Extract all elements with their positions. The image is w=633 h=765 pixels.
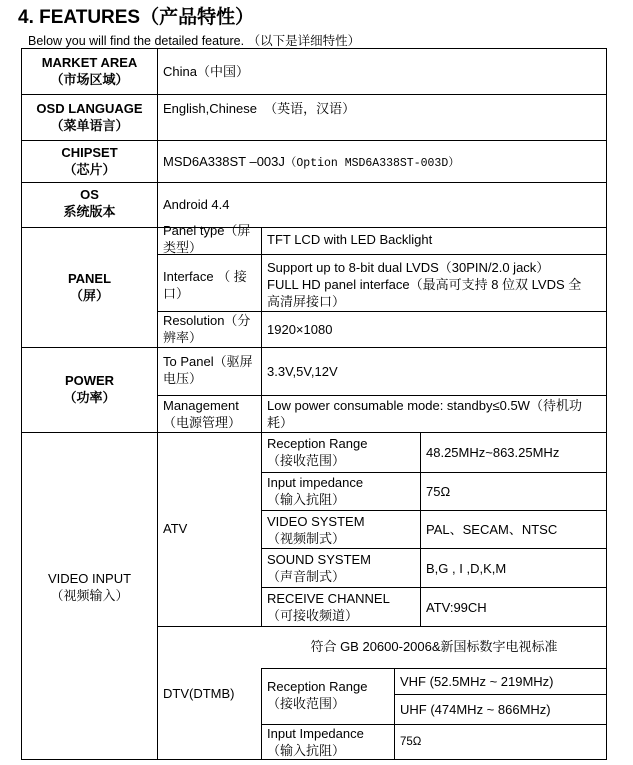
dtv-input-impedance-value: 75Ω	[400, 736, 422, 748]
management-value-1: Low power consumable mode: standby≤0.5W（待机功	[267, 398, 582, 413]
grid-line	[261, 227, 262, 432]
power-label-cn: （功率）	[63, 390, 116, 405]
table-border	[606, 48, 607, 760]
features-table	[21, 48, 607, 760]
grid-line	[261, 548, 607, 549]
resolution-label-cn: 辨率）	[163, 330, 203, 345]
resolution-label: Resolution（分	[163, 313, 251, 328]
atv-reception-range-value: 48.25MHz~863.25MHz	[426, 445, 560, 460]
atv-video-system-value: PAL、SECAM、NTSC	[426, 522, 558, 537]
video-input-label: VIDEO INPUT	[47, 571, 132, 586]
management-label-cn: （电源管理）	[163, 415, 242, 430]
to-panel-label-cn: 电压）	[163, 371, 203, 386]
chipset-label-cn: （芯片）	[63, 162, 116, 177]
atv-input-impedance-value: 75Ω	[426, 484, 451, 499]
grid-line	[261, 668, 262, 760]
atv-receive-channel-value: ATV:99CH	[426, 600, 487, 615]
grid-line	[157, 395, 607, 396]
to-panel-label: To Panel（驱屏	[163, 354, 253, 369]
os-label-cn: 系统版本	[63, 204, 116, 219]
grid-line	[420, 432, 421, 626]
grid-line	[261, 668, 607, 669]
dtv-label: DTV(DTMB)	[163, 686, 235, 701]
table-border	[21, 48, 607, 49]
atv-sound-system-label: SOUND SYSTEM	[267, 552, 372, 567]
grid-line	[261, 587, 607, 588]
atv-receive-channel-label: RECEIVE CHANNEL	[267, 591, 390, 606]
dtv-input-impedance-label: Input Impedance	[267, 726, 364, 741]
atv-reception-range-label-cn: （接收范围）	[267, 453, 346, 468]
atv-sound-system-label-cn: （声音制式）	[267, 569, 346, 584]
interface-label: Interface （ 接	[163, 269, 247, 284]
grid-line	[394, 668, 395, 760]
dtv-reception-range-label: Reception Range	[267, 679, 368, 694]
atv-input-impedance-label: Input impedance	[267, 475, 364, 490]
table-border	[21, 759, 607, 760]
section-subtitle: Below you will find the detailed feature. （以下是详细特性）	[28, 34, 361, 48]
atv-video-system-label: VIDEO SYSTEM	[267, 514, 365, 529]
atv-video-system-label-cn: （视频制式）	[267, 531, 346, 546]
resolution-value: 1920×1080	[267, 322, 333, 337]
management-label: Management	[163, 398, 239, 413]
section-title: 4. FEATURES（产品特性）	[18, 7, 255, 28]
grid-line	[21, 140, 607, 141]
grid-line	[21, 94, 607, 95]
grid-line	[157, 48, 158, 760]
dtv-standard: 符合 GB 20600-2006&新国标数字电视标准	[310, 639, 558, 654]
grid-line	[21, 182, 607, 183]
atv-label: ATV	[163, 521, 188, 536]
market-area-value: China（中国）	[163, 64, 249, 79]
dtv-reception-range-label-cn: （接收范围）	[267, 696, 346, 711]
interface-value-3: 高清屏接口）	[267, 294, 346, 309]
osd-language-label-cn: （菜单语言）	[50, 118, 129, 133]
chipset-label: CHIPSET	[61, 145, 118, 160]
chipset-value: MSD6A338ST –003J（Option MSD6A338ST-003D）	[163, 154, 460, 170]
panel-type-value: TFT LCD with LED Backlight	[267, 232, 433, 247]
grid-line	[21, 227, 607, 228]
video-input-label-cn: （视频输入）	[50, 588, 129, 603]
grid-line	[21, 432, 607, 433]
to-panel-value: 3.3V,5V,12V	[267, 364, 338, 379]
osd-language-value: English,Chinese （英语，汉语）	[163, 101, 356, 116]
interface-label-cn: 口）	[163, 286, 190, 301]
osd-language-label: OSD LANGUAGE	[36, 101, 143, 116]
grid-line	[261, 472, 607, 473]
atv-reception-range-label: Reception Range	[267, 436, 368, 451]
grid-line	[21, 347, 607, 348]
grid-line	[157, 626, 607, 627]
atv-receive-channel-label-cn: （可接收频道）	[267, 608, 359, 623]
atv-sound-system-value: B,G , I ,D,K,M	[426, 561, 507, 576]
grid-line	[261, 432, 262, 626]
chipset-option: （Option MSD6A338ST-003D）	[284, 157, 460, 170]
panel-type-label: Panel type（屏	[163, 223, 251, 238]
interface-value-2: FULL HD panel interface（最高可支持 8 位双 LVDS 全	[267, 277, 582, 292]
os-value: Android 4.4	[163, 197, 230, 212]
interface-value-1: Support up to 8-bit dual LVDS（30PIN/2.0 jack）	[267, 260, 550, 275]
grid-line	[157, 254, 607, 255]
dtv-vhf-value: VHF (52.5MHz ~ 219MHz)	[400, 674, 554, 689]
market-area-label: MARKET AREA	[41, 55, 138, 70]
dtv-uhf-value: UHF (474MHz ~ 866MHz)	[400, 702, 551, 717]
panel-label: PANEL	[67, 271, 112, 286]
panel-type-label-cn: 类型）	[163, 240, 203, 255]
management-value-2: 耗）	[267, 415, 294, 430]
power-label: POWER	[64, 373, 115, 388]
panel-label-cn: （屏）	[69, 288, 109, 303]
os-label: OS	[80, 187, 99, 202]
grid-line	[394, 694, 607, 695]
dtv-input-impedance-label-cn: （输入抗阻）	[267, 743, 346, 758]
atv-input-impedance-label-cn: （输入抗阻）	[267, 492, 346, 507]
grid-line	[261, 510, 607, 511]
market-area-label-cn: （市场区域）	[50, 72, 129, 87]
